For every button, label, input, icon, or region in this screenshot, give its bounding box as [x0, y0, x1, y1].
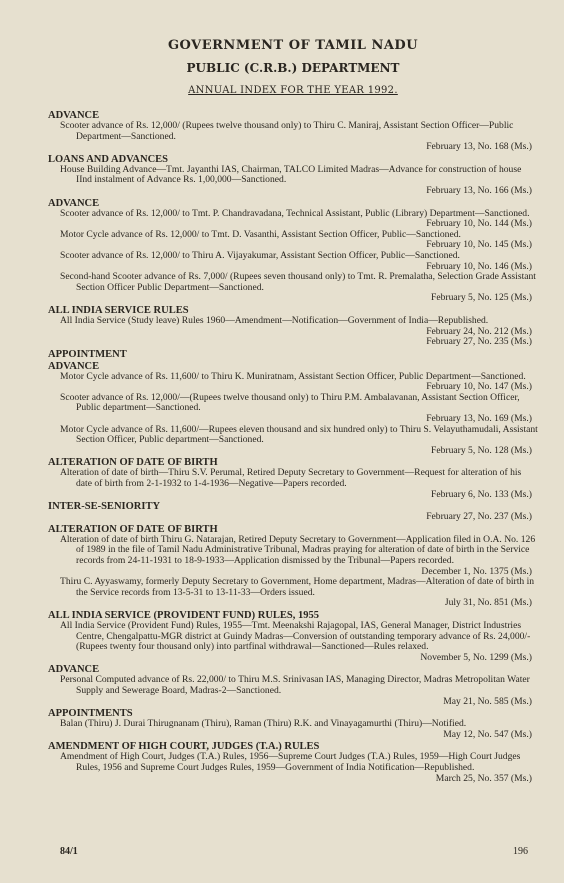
index-entry: Personal Computed advance of Rs. 22,000/ to Thiru M.S. Srinivasan IAS, Managing Director, Madras Metropolitan Water Supply and Sewerage Board, Madras-2—Sanctioned. [60, 674, 530, 696]
section-heading: ALL INDIA SERVICE (PROVIDENT FUND) RULES, 1955 [48, 609, 320, 621]
index-entry: Motor Cycle advance of Rs. 11,600/—Rupees eleven thousand and six hundred only) to Thiru S. Velayuthamudali, Assistant Section Officer, Public department—Sanctioned. [60, 423, 538, 446]
section-heading: LOANS AND ADVANCES [48, 153, 169, 165]
index-entry: Second-hand Scooter advance of Rs. 7,000/ (Rupees seven thousand only) to Tmt. R. Premalatha, Selection Grade Assistant Section Officer Public Department—Sanctioned. [60, 271, 536, 293]
index-entry: Balan (Thiru) J. Durai Thirugnanam (Thiru), Raman (Thiru) R.K. and Vinayagamurthi (Thiru)—Notified. [60, 718, 467, 730]
reference-line: February 13, No. 169 (Ms.) [426, 413, 532, 425]
index-entry: Scooter advance of Rs. 12,000/—(Rupees twelve thousand only) to Thiru P.M. Ambalavanan, Assistant Section Officer, Public department—Sanctioned. [60, 391, 520, 414]
reference-line: February 27, No. 235 (Ms.) [426, 336, 532, 348]
section-heading: AMENDMENT OF HIGH COURT, JUDGES (T.A.) RULES [48, 741, 320, 753]
section-heading: ADVANCE [48, 197, 100, 209]
index-entry: Motor Cycle advance of Rs. 11,600/ to Thiru K. Muniratnam, Assistant Section Officer, Public Department—Sanctioned. [60, 370, 526, 382]
index-entry: All India Service (Study leave) Rules 1960—Amendment—Notification—Government of India—Republished. [60, 314, 489, 326]
reference-line: February 10, No. 147 (Ms.) [426, 381, 532, 393]
index-entry: Scooter advance of Rs. 12,000/ to Tmt. P. Chandravadana, Technical Assistant, Public (Library) Department—Sanctioned. [60, 207, 530, 219]
reference-line: February 5, No. 128 (Ms.) [431, 444, 532, 456]
reference-line: February 13, No. 168 (Ms.) [426, 141, 532, 153]
section-heading: INTER-SE-SENIORITY [48, 501, 161, 513]
reference-line: February 13, No. 166 (Ms.) [426, 184, 532, 196]
section-heading: ALTERATION OF DATE OF BIRTH [48, 523, 218, 535]
page-footer [60, 846, 528, 857]
section-heading: ADVANCE [48, 360, 100, 372]
reference-line: May 21, No. 585 (Ms.) [443, 695, 532, 707]
index-entry: Amendment of High Court, Judges (T.A.) Rules, 1956—Supreme Court Judges (T.A.) Rules, 1959—High Court Judges Rules, 1956 and Supreme Court Judges Rules, 1959—Government of India Notification—Republished. [60, 751, 521, 773]
reference-line: February 6, No. 133 (Ms.) [431, 488, 532, 500]
reference-line: May 12, No. 547 (Ms.) [443, 728, 532, 740]
index-subtitle: ANNUAL INDEX FOR THE YEAR 1992. [188, 85, 398, 96]
footer-code: 84/1 [60, 846, 78, 857]
section-heading: APPOINTMENTS [48, 708, 133, 720]
reference-line: February 27, No. 237 (Ms.) [426, 511, 532, 523]
section-heading: APPOINTMENT [48, 348, 127, 360]
index-entry: Alteration of date of birth—Thiru S.V. Perumal, Retired Deputy Secretary to Government—Request for alteration of his date of birth from 2-1-1932 to 1-4-1936—Negative—Papers recorded. [60, 467, 522, 490]
section-heading: ALL INDIA SERVICE RULES [48, 304, 189, 316]
reference-line: November 5, No. 1299 (Ms.) [420, 651, 532, 663]
index-entry: All India Service (Provident Fund) Rules, 1955—Tmt. Meenakshi Rajagopal, IAS, General Manager, District Industries Centre, Chengalpattu-MGR district at Guindy Madras—Conversion of outstanding temporary advance of Rs. 24,000/- (Rupees twenty four thousand only) into partfinal withdrawal—Sanctioned—Rules relaxed. [60, 619, 531, 653]
footer-page-number: 196 [513, 846, 528, 857]
reference-line: February 10, No. 145 (Ms.) [426, 239, 532, 251]
reference-line: December 1, No. 1375 (Ms.) [421, 565, 532, 577]
page-title: GOVERNMENT OF TAMIL NADU [167, 38, 419, 53]
index-entry: Scooter advance of Rs. 12,000/ (Rupees twelve thousand only) to Thiru C. Maniraj, Assistant Section Officer—Public Department—Sanctioned. [60, 120, 514, 142]
index-entry: Thiru C. Ayyaswamy, formerly Deputy Secretary to Government, Home department, Madras—Alteration of date of birth in the Service records from 13-5-31 to 13-11-33—Orders issued. [60, 576, 535, 598]
reference-line: February 10, No. 146 (Ms.) [426, 260, 532, 272]
section-heading: ADVANCE [48, 664, 100, 676]
section-heading: ALTERATION OF DATE OF BIRTH [48, 457, 218, 469]
department-title: PUBLIC (C.R.B.) DEPARTMENT [186, 61, 400, 75]
reference-line: July 31, No. 851 (Ms.) [444, 597, 532, 609]
index-entry: House Building Advance—Tmt. Jayanthi IAS, Chairman, TALCO Limited Madras—Advance for construction of house IInd instalment of Advance Rs. 1,00,000—Sanctioned. [60, 163, 522, 186]
reference-line: February 5, No. 125 (Ms.) [431, 292, 532, 304]
section-heading: ADVANCE [48, 110, 100, 121]
index-entry: Motor Cycle advance of Rs. 12,000/ to Tmt. D. Vasanthi, Assistant Section Officer, Public—Sanctioned. [60, 228, 461, 240]
index-entries [48, 110, 538, 784]
index-entry: Scooter advance of Rs. 12,000/ to Thiru A. Vijayakumar, Assistant Section Officer, Public—Sanctioned. [60, 249, 460, 261]
reference-line: March 25, No. 357 (Ms.) [435, 772, 532, 784]
reference-line: February 10, No. 144 (Ms.) [426, 218, 532, 230]
index-entry: Alteration of date of birth Thiru G. Natarajan, Retired Deputy Secretary to Government—Application filed in O.A. No. 126 of 1989 in the file of Tamil Nadu Administrative Tribunal, Madras praying for alteration of date of birth in the Service records from 24-11-1931 to 18-9-1933—Application dismissed by the Tribunal—Papers recorded. [60, 533, 536, 566]
reference-line: February 24, No. 212 (Ms.) [426, 325, 532, 337]
